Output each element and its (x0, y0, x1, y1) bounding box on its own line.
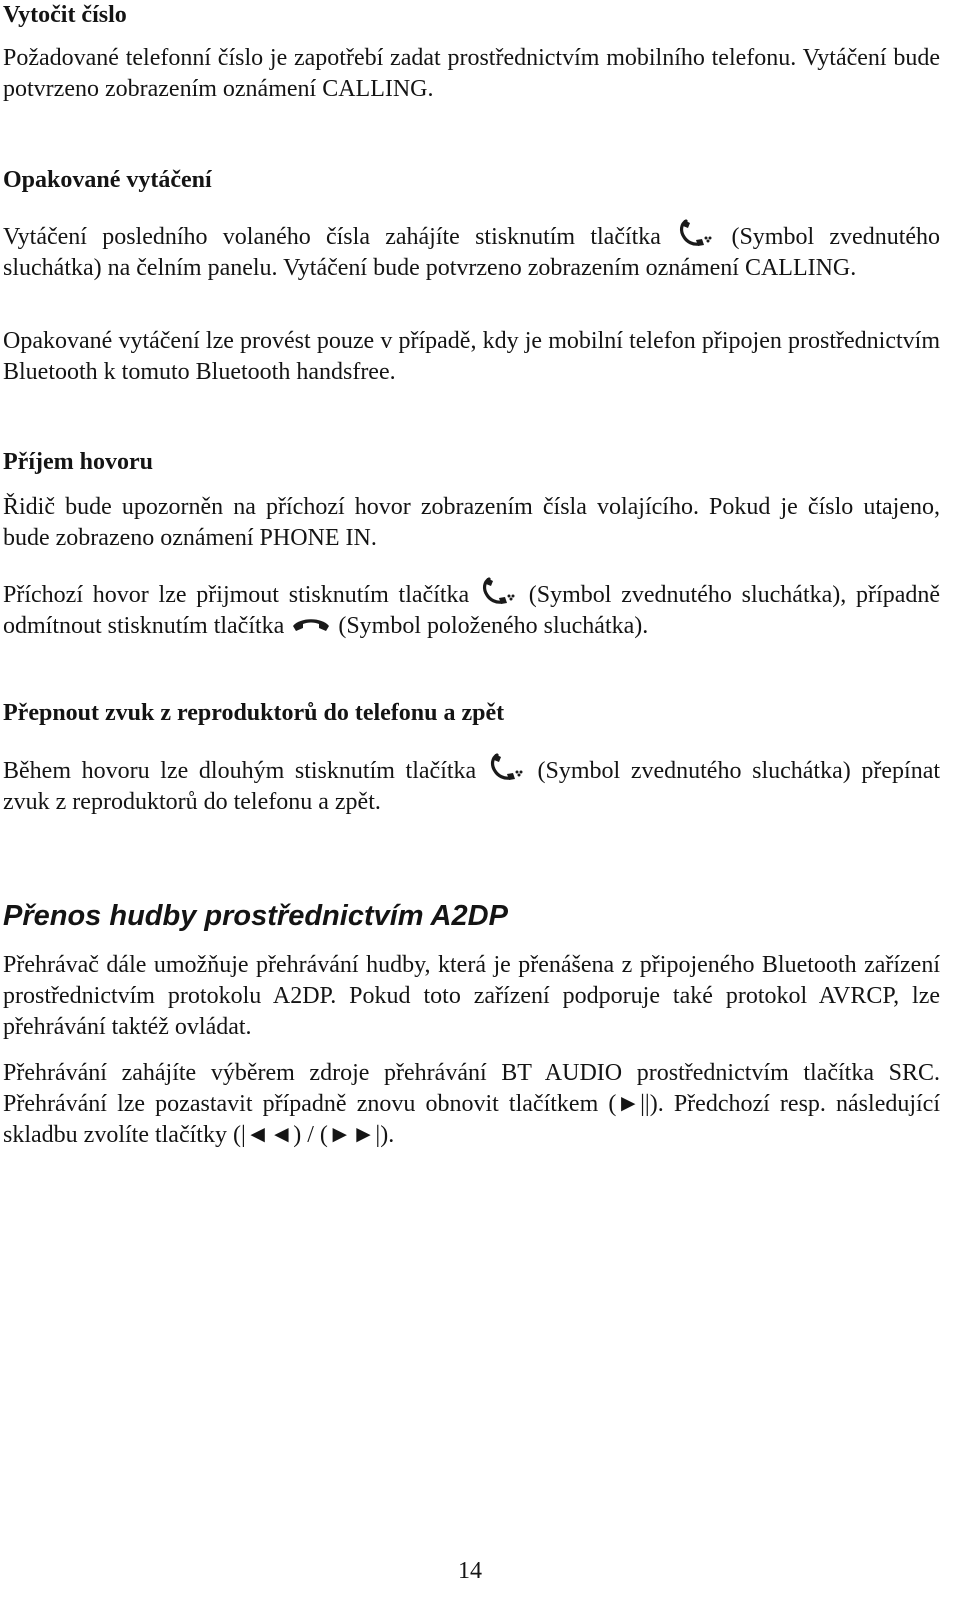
switch-audio-text-before: Během hovoru lze dlouhým stisknutím tlačítka (3, 758, 477, 784)
phone-pickup-icon (479, 576, 519, 606)
section-title-incoming: Příjem hovoru (3, 449, 153, 475)
dial-paragraph: Požadované telefonní číslo je zapotřebí zadat prostřednictvím mobilního telefonu. Vytáčení bude potvrzeno zobrazením oznámení CALLING. (3, 45, 940, 102)
incoming-text-a: Příchozí hovor lze přijmout stisknutím tlačítka (3, 582, 470, 608)
a2dp-paragraph-1: Přehrávač dále umožňuje přehrávání hudby, která je přenášena z připojeného Bluetooth zařízení prostřednictvím protokolu A2DP. Pokud toto zařízení podporuje také protokol AVRCP, lze přehrávání taktéž ovládat. (3, 952, 940, 1040)
redial-paragraph-1 (3, 218, 940, 284)
incoming-text-c: (Symbol položeného sluchátka). (338, 613, 649, 639)
redial-text-before: Vytáčení posledního volaného čísla zahájíte stisknutím tlačítka (3, 224, 661, 250)
phone-pickup-icon (487, 752, 527, 782)
page-number: 14 (458, 1558, 482, 1584)
section-title-redial: Opakované vytáčení (3, 167, 212, 193)
redial-paragraph-2: Opakované vytáčení lze provést pouze v případě, kdy je mobilní telefon připojen prostřednictvím Bluetooth k tomuto Bluetooth handsfree. (3, 328, 940, 385)
section-title-switch-audio: Přepnout zvuk z reproduktorů do telefonu a zpět (3, 700, 505, 726)
section-title-dial: Vytočit číslo (3, 2, 127, 28)
switch-audio-text-after: (Symbol zvednutého sluchátka) přepínat zvuk z reproduktorů do telefonu a zpět. (3, 758, 941, 815)
phone-hangup-icon (290, 613, 332, 635)
a2dp-paragraph-2: Přehrávání zahájíte výběrem zdroje přehrávání BT AUDIO prostřednictvím tlačítka SRC. Přehrávání lze pozastavit případně znovu obnovit tlačítkem (►||). Předchozí resp. následující skladbu zvolíte tlačítky (|◄◄) / (►►|). (3, 1060, 940, 1148)
section-title-a2dp: Přenos hudby prostřednictvím A2DP (3, 900, 508, 932)
switch-audio-paragraph (3, 752, 940, 818)
phone-pickup-icon (676, 218, 716, 248)
redial-text-after: (Symbol zvednutého sluchátka) na čelním panelu. Vytáčení bude potvrzeno zobrazením oznámení CALLING. (3, 224, 941, 281)
incoming-paragraph-2 (3, 576, 940, 642)
incoming-paragraph-1: Řidič bude upozorněn na příchozí hovor zobrazením čísla volajícího. Pokud je číslo utajeno, bude zobrazeno oznámení PHONE IN. (3, 494, 940, 551)
incoming-text-b: (Symbol zvednutého sluchátka), případně odmítnout stisknutím tlačítka (3, 582, 941, 639)
